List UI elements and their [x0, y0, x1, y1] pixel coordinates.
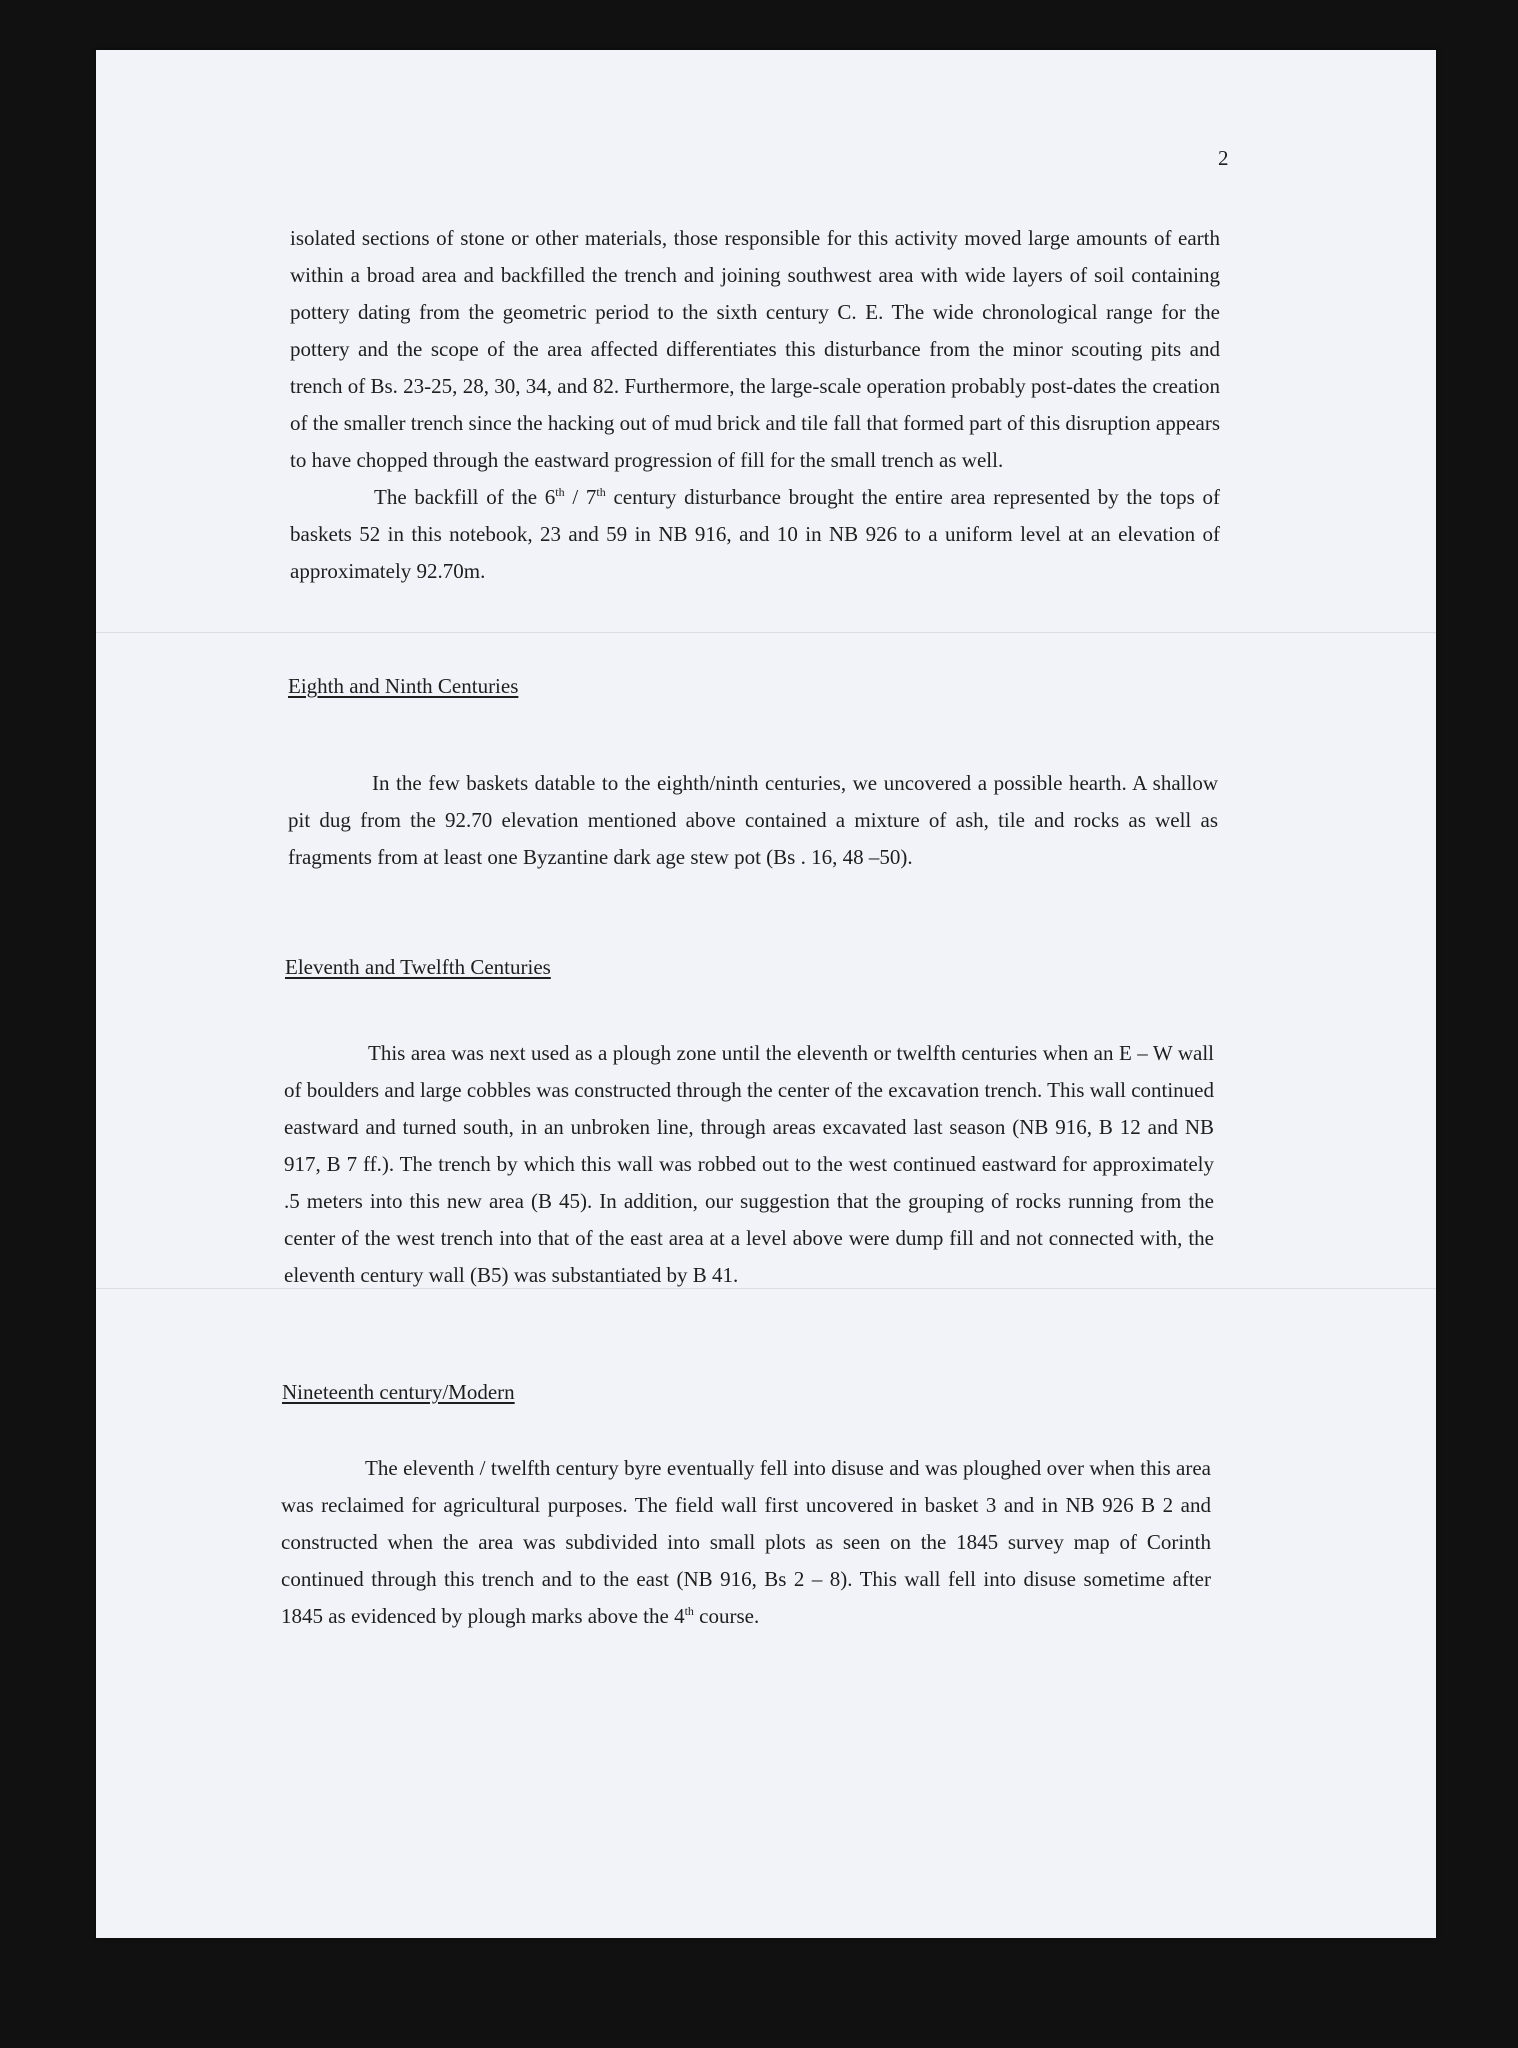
document-page — [96, 50, 1436, 1938]
text-span: / 7 — [564, 485, 597, 509]
intro-paragraph-1: isolated sections of stone or other materials, those responsible for this activity moved large amounts of earth within a broad area and backfilled the trench and joining southwest area with wide layers of soil containing pottery dating from the geometric period to the sixth century C. E. The wide chronological range for the pottery and the scope of the area affected differentiates this disturbance from the minor scouting pits and trench of Bs. 23-25, 28, 30, 34, and 82. Furthermore, the large-scale operation probably post-dates the creation of the smaller trench since the hacking out of mud brick and tile fall that formed part of this disruption appears to have chopped through the eastward progression of fill for the small trench as well. — [290, 226, 1220, 472]
superscript: th — [684, 1604, 694, 1618]
text-span: course. — [693, 1604, 760, 1628]
paragraph: In the few baskets datable to the eighth/ninth centuries, we uncovered a possible hearth. A shallow pit dug from the 92.70 elevation mentioned above contained a mixture of ash, tile and rocks as well as fragments from at least one Byzantine dark age stew pot (Bs . 16, 48 –50). — [288, 771, 1218, 869]
text-span: century disturbance brought the entire area represented by the tops of baskets 52 in this notebook, 23 and 59 in NB 916, and 10 in NB 926 to a uniform level at an elevation of approximately 92.70m. — [290, 485, 1220, 583]
section-body-eighth-ninth — [288, 765, 1218, 876]
paragraph — [281, 1450, 1211, 1635]
superscript: th — [596, 485, 606, 499]
section-heading-eighth-ninth: Eighth and Ninth Centuries — [288, 674, 519, 698]
intro-text-block — [290, 220, 1220, 590]
section-body-nineteenth-modern — [281, 1450, 1211, 1635]
section-heading-eleventh-twelfth: Eleventh and Twelfth Centuries — [285, 955, 551, 979]
text-span: The eleventh / twelfth century byre eventually fell into disuse and was ploughed over when this area was reclaimed for agricultural purposes. The field wall first uncovered in basket 3 and in NB 926 B 2 and constructed when the area was subdivided into small plots as seen on the 1845 survey map of Corinth continued through this trench and to the east (NB 916, Bs 2 – 8). This wall fell into disuse sometime after 1845 as evidenced by plough marks above the 4 — [281, 1456, 1211, 1628]
paragraph: This area was next used as a plough zone until the eleventh or twelfth centuries when an E – W wall of boulders and large cobbles was constructed through the center of the excavation trench. This wall continued eastward and turned south, in an unbroken line, through areas excavated last season (NB 916, B 12 and NB 917, B 7 ff.). The trench by which this wall was robbed out to the west continued eastward for approximately .5 meters into this new area (B 45). In addition, our suggestion that the grouping of rocks running from the center of the west trench into that of the east area at a level above were dump fill and not connected with, the eleventh century wall (B5) was substantiated by B 41. — [284, 1041, 1214, 1287]
section-heading-nineteenth-modern: Nineteenth century/Modern — [282, 1380, 515, 1404]
text-span: The backfill of the 6 — [374, 485, 556, 509]
paper-fold-line — [96, 632, 1436, 634]
superscript: th — [555, 485, 565, 499]
page-number: 2 — [1218, 146, 1229, 170]
section-body-eleventh-twelfth — [284, 1035, 1214, 1294]
intro-paragraph-2 — [290, 479, 1220, 590]
